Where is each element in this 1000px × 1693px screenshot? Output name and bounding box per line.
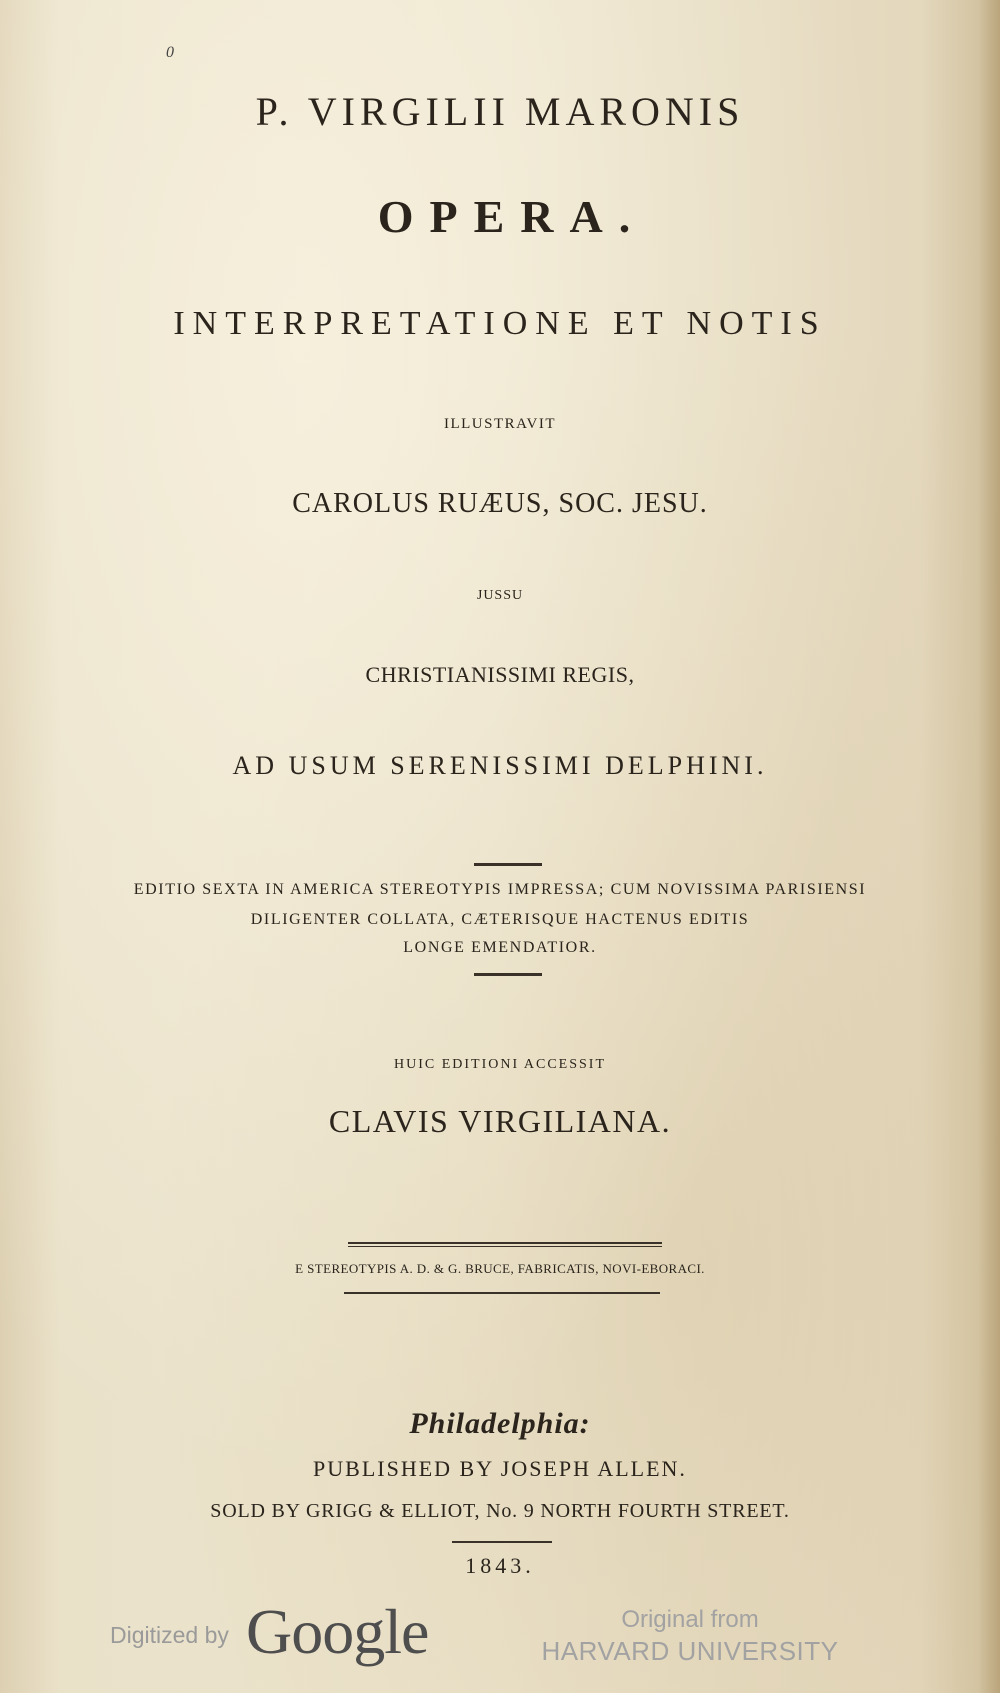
editor-line: CAROLUS RUÆUS, SOC. JESU. xyxy=(292,488,708,519)
huic-line: HUIC EDITIONI ACCESSIT xyxy=(394,1057,606,1072)
edition-line-2: DILIGENTER COLLATA, CÆTERISQUE HACTENUS EDITIS xyxy=(250,911,750,928)
institution-label: HARVARD UNIVERSITY xyxy=(541,1636,839,1666)
divider-rule xyxy=(452,1541,552,1543)
double-rule-top xyxy=(348,1242,662,1244)
jussu-line: JUSSU xyxy=(476,588,524,603)
seller-line: SOLD BY GRIGG & ELLIOT, No. 9 NORTH FOURTH STREET. xyxy=(210,1500,790,1522)
work-title: OPERA. xyxy=(377,191,647,242)
dauphin-line: AD USUM SERENISSIMI DELPHINI. xyxy=(232,751,768,780)
publisher-line: PUBLISHED BY JOSEPH ALLEN. xyxy=(313,1456,687,1481)
digitized-by-label: Digitized by xyxy=(110,1622,229,1648)
divider-rule xyxy=(344,1292,660,1294)
divider-rule xyxy=(474,973,542,976)
king-line: CHRISTIANISSIMI REGIS, xyxy=(365,662,635,687)
illustravit-line: ILLUSTRAVIT xyxy=(443,416,557,432)
clavis-line: CLAVIS VIRGILIANA. xyxy=(328,1103,672,1139)
stereotype-line: E STEREOTYPIS A. D. & G. BRUCE, FABRICATIS, NOVI-EBORACI. xyxy=(295,1261,705,1276)
corner-mark: 0 xyxy=(166,44,174,61)
interpretation-line: INTERPRETATIONE ET NOTIS xyxy=(173,305,827,342)
city-line: Philadelphia: xyxy=(409,1407,591,1440)
original-from-label: Original from xyxy=(621,1606,759,1633)
divider-rule xyxy=(474,863,542,866)
year-line: 1843. xyxy=(465,1553,535,1578)
google-logo: Google xyxy=(246,1596,429,1667)
edition-line-3: LONGE EMENDATIOR. xyxy=(403,939,597,956)
double-rule-top-thin xyxy=(348,1246,662,1247)
edition-line-1: EDITIO SEXTA IN AMERICA STEREOTYPIS IMPRESSA; CUM NOVISSIMA PARISIENSI xyxy=(133,881,867,898)
author-line: P. VIRGILII MARONIS xyxy=(255,89,745,134)
